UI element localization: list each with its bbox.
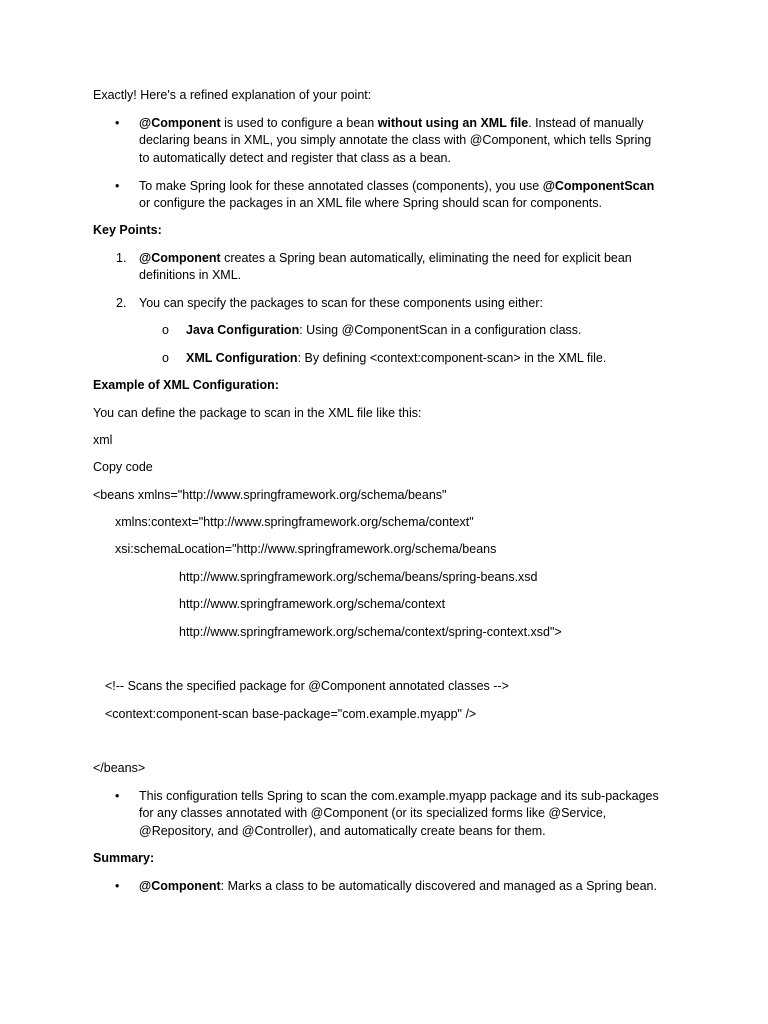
code-line: xmlns:context="http://www.springframework.org/schema/context": [115, 515, 474, 529]
text: is used to configure a bean: [220, 116, 378, 130]
text: : Using @ComponentScan in a configuration class.: [299, 323, 582, 337]
bullet-1-line-1: [139, 115, 644, 132]
sub-bullet-marker: o: [162, 351, 169, 365]
code-line: </beans>: [93, 761, 146, 775]
bold-component: @Component: [139, 251, 221, 265]
text: : Marks a class to be automatically discovered and managed as a Spring bean.: [220, 879, 657, 893]
key-point-2: You can specify the packages to scan for these components using either:: [139, 296, 543, 310]
code-line: http://www.springframework.org/schema/context/spring-context.xsd">: [179, 625, 562, 639]
list-number: 1.: [116, 251, 127, 265]
code-line: xsi:schemaLocation="http://www.springframework.org/schema/beans: [115, 542, 497, 556]
bold-text: XML Configuration: [186, 351, 298, 365]
config-bullet-line-1: This configuration tells Spring to scan the com.example.myapp package and its sub-packages: [139, 789, 659, 803]
code-line: http://www.springframework.org/schema/beans/spring-beans.xsd: [179, 570, 538, 584]
intro-text: Exactly! Here's a refined explanation of your point:: [93, 88, 372, 102]
bullet-1-line-3: to automatically detect and register that class as a bean.: [139, 151, 451, 165]
bold-text: Java Configuration: [186, 323, 300, 337]
bullet-marker: •: [115, 789, 120, 803]
bullet-2-line-2: or configure the packages in an XML file where Spring should scan for components.: [139, 196, 602, 210]
bullet-marker: •: [115, 179, 120, 193]
example-heading: Example of XML Configuration:: [93, 378, 279, 392]
text: : By defining <context:component-scan> in the XML file.: [297, 351, 607, 365]
code-line: http://www.springframework.org/schema/context: [179, 597, 446, 611]
config-bullet-line-3: @Repository, and @Controller), and automatically create beans for them.: [139, 824, 546, 838]
bullet-marker: •: [115, 879, 120, 893]
sub-item-xml-config: [186, 350, 606, 367]
bold-componentscan: @ComponentScan: [542, 179, 655, 193]
text: To make Spring look for these annotated classes (components), you use: [139, 179, 543, 193]
code-line: <beans xmlns="http://www.springframework.org/schema/beans": [93, 488, 447, 502]
text: . Instead of manually: [528, 116, 644, 130]
bold-component: @Component: [139, 879, 221, 893]
summary-heading: Summary:: [93, 851, 155, 865]
copy-code-button[interactable]: Copy code: [93, 460, 153, 474]
bullet-marker: •: [115, 116, 120, 130]
code-line: <context:component-scan base-package="com.example.myapp" />: [105, 707, 477, 721]
list-number: 2.: [116, 296, 127, 310]
bullet-2-line-1: [139, 178, 654, 195]
config-bullet-line-2: for any classes annotated with @Component (or its specialized forms like @Service,: [139, 806, 607, 820]
sub-bullet-marker: o: [162, 323, 169, 337]
key-points-heading: Key Points:: [93, 223, 162, 237]
bold-component: @Component: [139, 116, 221, 130]
code-language-label: xml: [93, 433, 113, 447]
bullet-1-line-2: declaring beans in XML, you simply annotate the class with @Component, which tells Spring: [139, 133, 652, 147]
code-line: <!-- Scans the specified package for @Component annotated classes -->: [105, 679, 509, 693]
text: creates a Spring bean automatically, eliminating the need for explicit bean: [220, 251, 632, 265]
sub-item-java-config: [186, 322, 582, 339]
example-description: You can define the package to scan in the XML file like this:: [93, 406, 422, 420]
bold-text: without using an XML file: [377, 116, 529, 130]
key-point-1-line-2: definitions in XML.: [139, 268, 242, 282]
key-point-1-line-1: [139, 250, 632, 267]
summary-item: [139, 878, 657, 895]
